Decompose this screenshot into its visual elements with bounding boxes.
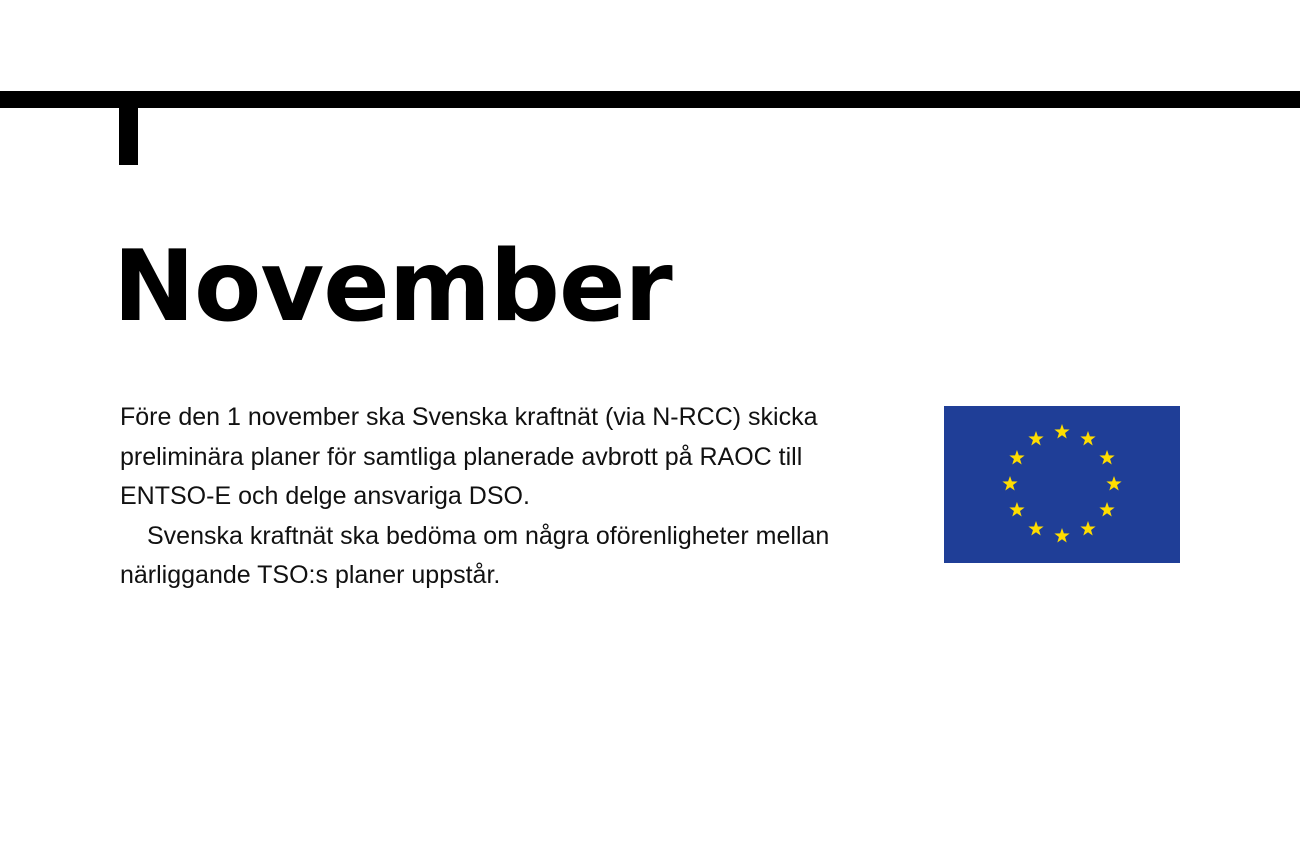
month-title: November bbox=[113, 230, 672, 344]
description-paragraph: Svenska kraftnät ska bedöma om några oförenligheter mellan närliggande TSO:s planer uppstår. bbox=[120, 521, 830, 589]
timeline-tick bbox=[119, 108, 138, 165]
eu-flag-icon bbox=[944, 406, 1180, 563]
description-paragraph: Före den 1 november ska Svenska kraftnät (via N-RCC) skicka preliminära planer för samtliga planerade avbrott på RAOC till ENTSO-E och delge ansvariga DSO. bbox=[120, 403, 818, 510]
description-text bbox=[120, 398, 900, 596]
timeline-bar bbox=[0, 91, 1300, 108]
